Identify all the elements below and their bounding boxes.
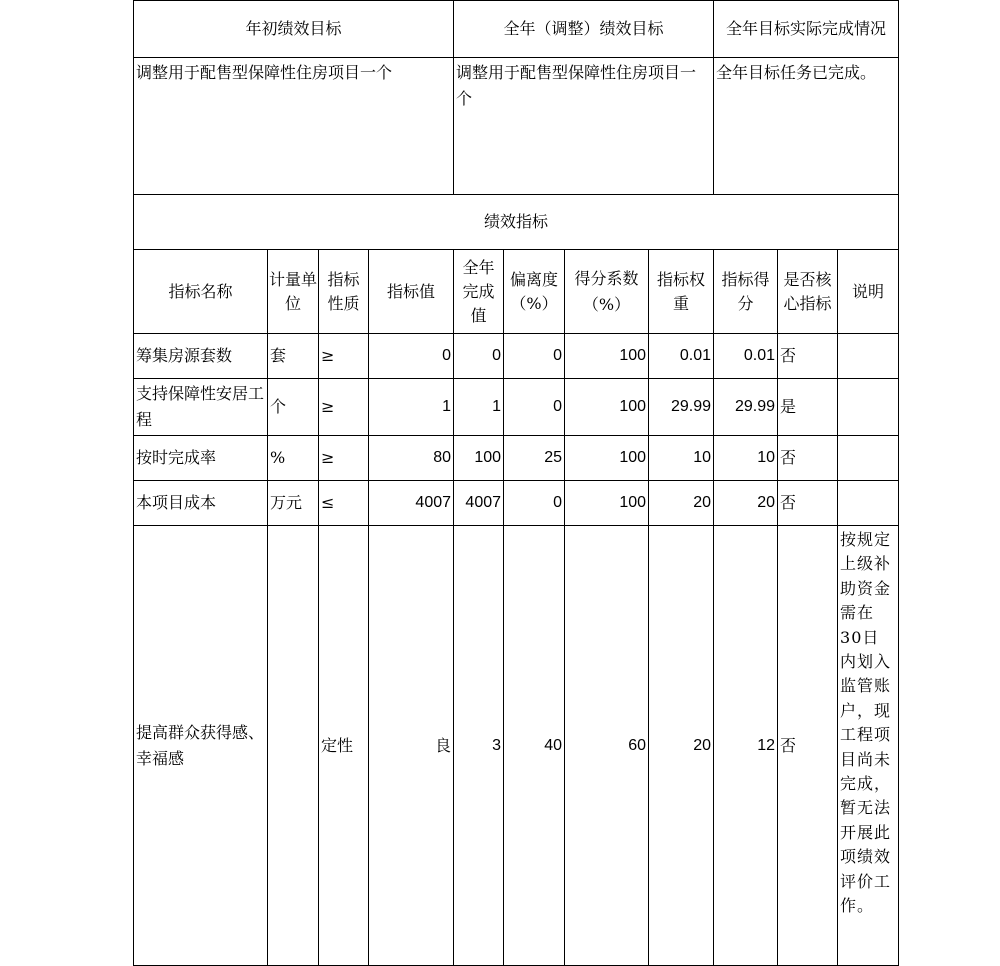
indicator-target: 4007 [369,481,454,526]
table-row [134,334,899,379]
initial-goal-header: 年初绩效目标 [134,1,454,58]
indicator-name: 按时完成率 [134,436,268,481]
indicator-score-coef: 100 [565,334,649,379]
indicator-score-coef: 100 [565,481,649,526]
indicator-target: 80 [369,436,454,481]
col-header-note: 说明 [838,250,899,334]
indicator-nature: ≥ [319,436,369,481]
table-row [134,481,899,526]
indicator-weight: 20 [649,526,714,966]
indicator-unit: 套 [268,334,319,379]
indicator-unit: 万元 [268,481,319,526]
col-header-deviation: 偏离度（%） [504,250,565,334]
indicator-score: 12 [714,526,778,966]
indicator-note [838,379,899,436]
indicator-core: 否 [778,526,838,966]
indicator-completed: 0 [454,334,504,379]
indicator-unit: 个 [268,379,319,436]
indicator-nature: 定性 [319,526,369,966]
indicator-deviation: 0 [504,379,565,436]
indicator-weight: 29.99 [649,379,714,436]
indicator-score: 29.99 [714,379,778,436]
indicator-completed: 1 [454,379,504,436]
indicator-note: 按规定上级补助资金需在30日内划入监管账户，现工程项目尚未完成，暂无法开展此项绩效评价工作。 [838,526,899,966]
col-header-score: 指标得分 [714,250,778,334]
indicator-target: 0 [369,334,454,379]
col-header-name: 指标名称 [134,250,268,334]
indicator-score-coef: 100 [565,379,649,436]
adjusted-goal-header: 全年（调整）绩效目标 [454,1,714,58]
indicator-target: 良 [369,526,454,966]
indicator-completed: 100 [454,436,504,481]
adjusted-goal-text: 调整用于配售型保障性住房项目一个 [454,58,714,195]
actual-completion-text: 全年目标任务已完成。 [714,58,899,195]
indicator-target: 1 [369,379,454,436]
col-header-unit: 计量单位 [268,250,319,334]
indicator-core: 是 [778,379,838,436]
indicator-nature: ≤ [319,481,369,526]
indicator-name: 筹集房源套数 [134,334,268,379]
goals-header-row [134,1,899,58]
indicator-note [838,436,899,481]
col-header-target: 指标值 [369,250,454,334]
table-row [134,436,899,481]
col-header-core: 是否核心指标 [778,250,838,334]
indicator-core: 否 [778,436,838,481]
indicator-score-coef: 100 [565,436,649,481]
table-row [134,526,899,966]
indicator-score: 10 [714,436,778,481]
actual-completion-header: 全年目标实际完成情况 [714,1,899,58]
col-header-completed: 全年完成值 [454,250,504,334]
indicator-weight: 20 [649,481,714,526]
indicator-deviation: 0 [504,334,565,379]
indicator-weight: 10 [649,436,714,481]
indicator-score: 20 [714,481,778,526]
column-header-row [134,250,899,334]
indicator-core: 否 [778,334,838,379]
col-header-score-coef: 得分系数（%） [565,250,649,334]
indicator-score-coef: 60 [565,526,649,966]
indicator-note [838,334,899,379]
indicator-name: 本项目成本 [134,481,268,526]
indicator-name: 提高群众获得感、幸福感 [134,526,268,966]
indicator-unit: % [268,436,319,481]
initial-goal-text: 调整用于配售型保障性住房项目一个 [134,58,454,195]
indicator-completed: 3 [454,526,504,966]
goals-content-row [134,58,899,195]
indicator-note [838,481,899,526]
indicator-deviation: 0 [504,481,565,526]
section-title-row [134,195,899,250]
section-title: 绩效指标 [134,195,899,250]
col-header-weight: 指标权重 [649,250,714,334]
indicator-name: 支持保障性安居工程 [134,379,268,436]
performance-table [133,0,899,966]
indicator-core: 否 [778,481,838,526]
indicator-nature: ≥ [319,379,369,436]
indicator-weight: 0.01 [649,334,714,379]
indicator-unit [268,526,319,966]
indicator-score: 0.01 [714,334,778,379]
col-header-nature: 指标性质 [319,250,369,334]
indicator-deviation: 40 [504,526,565,966]
table-row [134,379,899,436]
indicator-nature: ≥ [319,334,369,379]
indicator-deviation: 25 [504,436,565,481]
indicator-completed: 4007 [454,481,504,526]
